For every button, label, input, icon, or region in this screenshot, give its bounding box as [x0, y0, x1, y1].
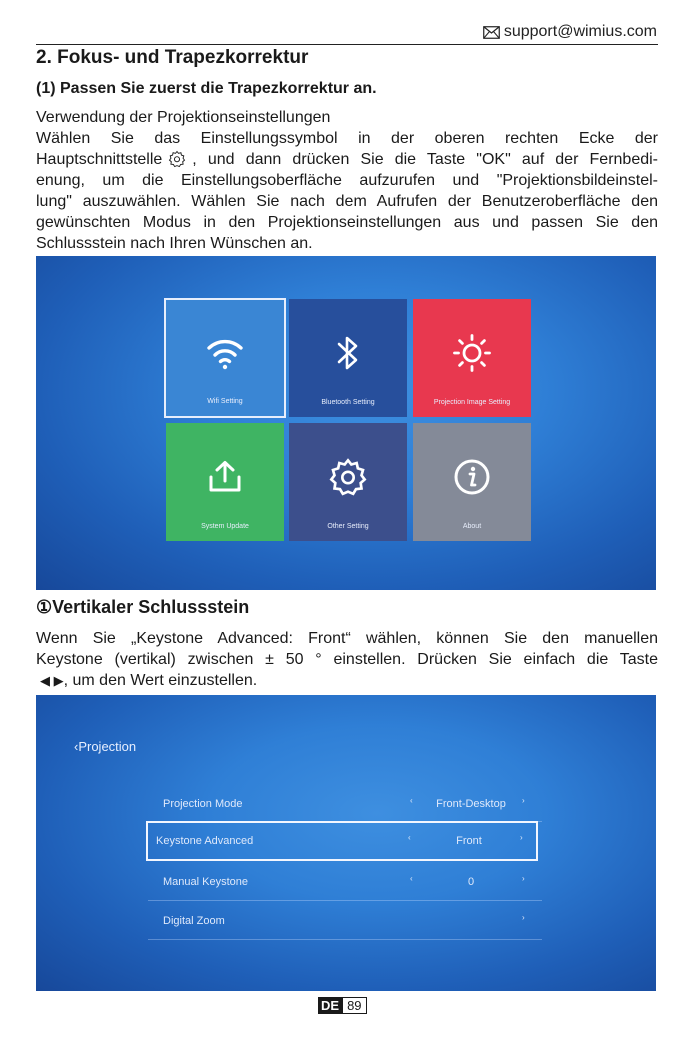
info-icon: [453, 458, 491, 496]
menu-divider: [148, 939, 542, 940]
tile-bluetooth-setting[interactable]: [289, 299, 407, 417]
envelope-icon: [483, 26, 500, 39]
menu-row-manual-keystone[interactable]: [148, 864, 540, 902]
intro-line: gewünschten Modus in den Projektionseinstellungen aus und passen Sie den: [36, 214, 658, 231]
vertical-line: Wenn Sie „Keystone Advanced: Front“ wählen, können Sie den manuellen: [36, 630, 658, 647]
arrow-right-icon[interactable]: ›: [522, 874, 525, 883]
vertical-line: [36, 670, 658, 691]
arrow-left-icon[interactable]: ‹: [410, 796, 413, 805]
tile-wifi-setting[interactable]: [164, 298, 286, 418]
menu-row-label: Keystone Advanced: [156, 835, 254, 847]
step-title: (1) Passen Sie zuerst die Trapezkorrektur an.: [36, 80, 377, 97]
menu-row-label: Projection Mode: [163, 798, 243, 810]
intro-line: enung, um die Einstellungsoberfläche aufzurufen und "Projektionsbildeinstel-: [36, 172, 658, 189]
page-footer: [318, 997, 367, 1014]
support-email: [483, 23, 657, 41]
menu-row-keystone-advanced[interactable]: [146, 821, 538, 861]
upload-icon: [206, 459, 244, 495]
tile-label: System Update: [201, 523, 249, 530]
menu-row-label: Digital Zoom: [163, 915, 225, 927]
projection-settings-screenshot: [36, 695, 656, 991]
support-email-text: support@wimius.com: [503, 23, 657, 40]
menu-row-label: Manual Keystone: [163, 876, 248, 888]
arrow-right-icon[interactable]: ›: [522, 796, 525, 805]
tile-label: Bluetooth Setting: [321, 399, 375, 406]
menu-row-digital-zoom[interactable]: [148, 903, 540, 941]
vertical-line-text: , um den Wert einzustellen.: [63, 672, 258, 689]
menu-row-value: Front-Desktop: [436, 798, 506, 810]
vertical-line: Keystone (vertikal) zwischen ± 50 ° einstellen. Drücken Sie einfach die Taste: [36, 651, 658, 668]
intro-line: Schlussstein nach Ihren Wünschen an.: [36, 235, 313, 252]
arrow-right-icon[interactable]: ›: [520, 833, 523, 842]
header-divider: [36, 44, 658, 45]
intro-line: lung" auszuwählen. Wählen Sie nach dem Aufrufen der Benutzeroberfläche den: [36, 193, 658, 210]
gear-icon: [168, 150, 186, 168]
tile-other-setting[interactable]: [289, 423, 407, 541]
tile-projection-image-setting[interactable]: [413, 299, 531, 417]
gear-icon: [328, 457, 368, 497]
sun-icon: [452, 333, 492, 373]
menu-row-value: Front: [456, 835, 482, 847]
left-right-arrows-icon: ◀ ▶: [40, 673, 64, 688]
menu-row-projection-mode[interactable]: [148, 786, 540, 824]
settings-screenshot: [36, 256, 656, 590]
vertical-keystone-heading: ①Vertikaler Schlussstein: [36, 597, 250, 617]
page-number: 89: [342, 997, 366, 1014]
language-badge: DE: [318, 997, 342, 1014]
tile-system-update[interactable]: [166, 423, 284, 541]
arrow-left-icon[interactable]: ‹: [410, 874, 413, 883]
section-title: 2. Fokus- und Trapezkorrektur: [36, 47, 309, 68]
tile-label: Projection Image Setting: [433, 399, 511, 406]
intro-line: Verwendung der Projektionseinstellungen: [36, 109, 331, 126]
tile-label: Wifi Setting: [207, 398, 243, 405]
intro-line-part: Hauptschnittstelle: [36, 151, 163, 168]
bluetooth-icon: [335, 334, 361, 372]
wifi-icon: [205, 336, 245, 370]
vertical-keystone-paragraph: [36, 628, 658, 691]
intro-line: [36, 149, 658, 170]
arrow-right-icon[interactable]: ›: [522, 913, 525, 922]
tile-label: Other Setting: [327, 523, 369, 530]
tile-label: About: [462, 523, 482, 530]
menu-divider: [148, 900, 542, 901]
intro-paragraph: [36, 107, 658, 254]
projection-back-title[interactable]: ‹Projection: [74, 739, 137, 754]
tile-about[interactable]: [413, 423, 531, 541]
arrow-left-icon[interactable]: ‹: [408, 833, 411, 842]
intro-line: Wählen Sie das Einstellungssymbol in der oberen rechten Ecke der: [36, 130, 658, 147]
intro-line-part: , und dann drücken Sie die Taste "OK" auf der Fernbedi-: [192, 151, 658, 168]
menu-row-value: 0: [467, 876, 475, 888]
